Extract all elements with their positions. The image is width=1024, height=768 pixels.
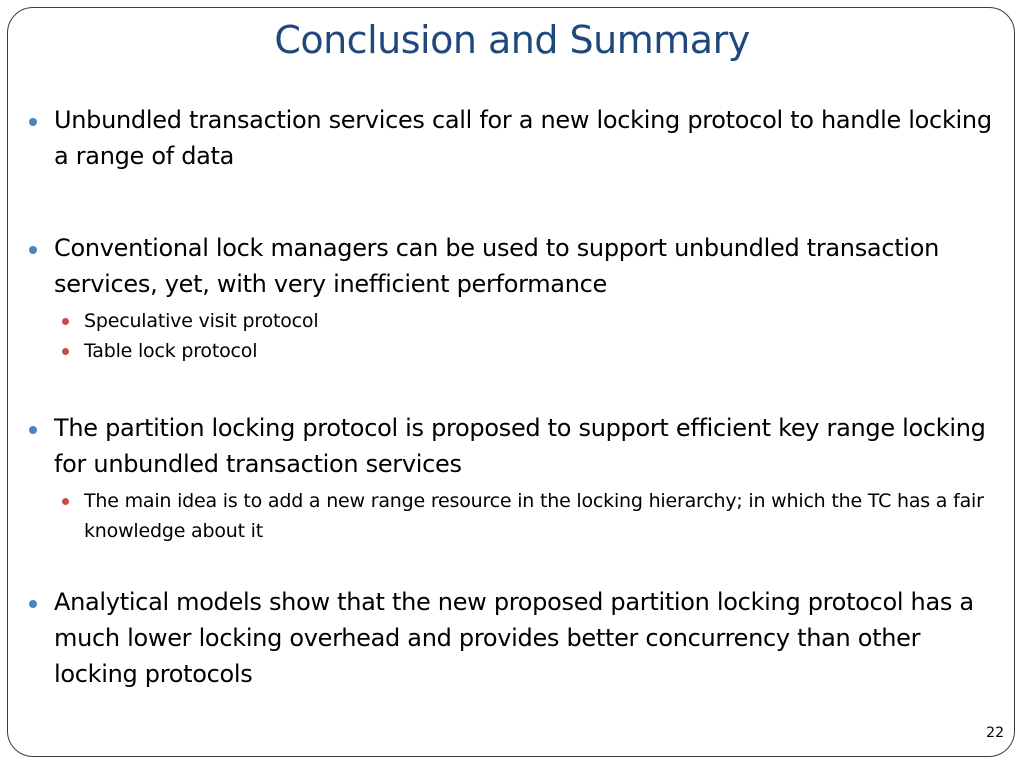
sub-bullet-dot-icon	[62, 318, 69, 325]
bullet-item-4	[24, 584, 999, 692]
bullet-item-3	[24, 410, 999, 482]
bullet-dot-icon	[29, 246, 37, 254]
sub-bullet-dot-icon	[62, 498, 69, 505]
sub-bullet-text: Table lock protocol	[84, 340, 258, 362]
sub-bullet-text: Speculative visit protocol	[84, 310, 319, 332]
bullet-text-2: Conventional lock managers can be used to support unbundled transaction services, yet, with very inefficient performance	[54, 234, 939, 298]
bullet-text-1: Unbundled transaction services call for a new locking protocol to handle locking a range of data	[54, 106, 992, 170]
bullet-item-1	[24, 102, 999, 174]
sub-bullet-text: The main idea is to add a new range resource in the locking hierarchy; in which the TC has a fair knowledge about it	[84, 490, 984, 542]
sub-bullet-list-2	[24, 306, 999, 366]
sub-bullet-item	[24, 486, 999, 546]
sub-bullet-item	[24, 336, 999, 366]
slide-body	[24, 102, 999, 692]
bullet-dot-icon	[29, 118, 37, 126]
sub-bullet-item	[24, 306, 999, 336]
bullet-text-4: Analytical models show that the new proposed partition locking protocol has a much lower locking overhead and provides better concurrency than other locking protocols	[54, 588, 974, 688]
slide-title: Conclusion and Summary	[274, 18, 750, 62]
bullet-dot-icon	[29, 600, 37, 608]
page-number: 22	[986, 725, 1004, 741]
sub-bullet-dot-icon	[62, 348, 69, 355]
bullet-item-2	[24, 230, 999, 302]
bullet-dot-icon	[29, 426, 37, 434]
bullet-text-3: The partition locking protocol is proposed to support efficient key range locking for unbundled transaction services	[54, 414, 986, 478]
sub-bullet-list-3	[24, 486, 999, 546]
